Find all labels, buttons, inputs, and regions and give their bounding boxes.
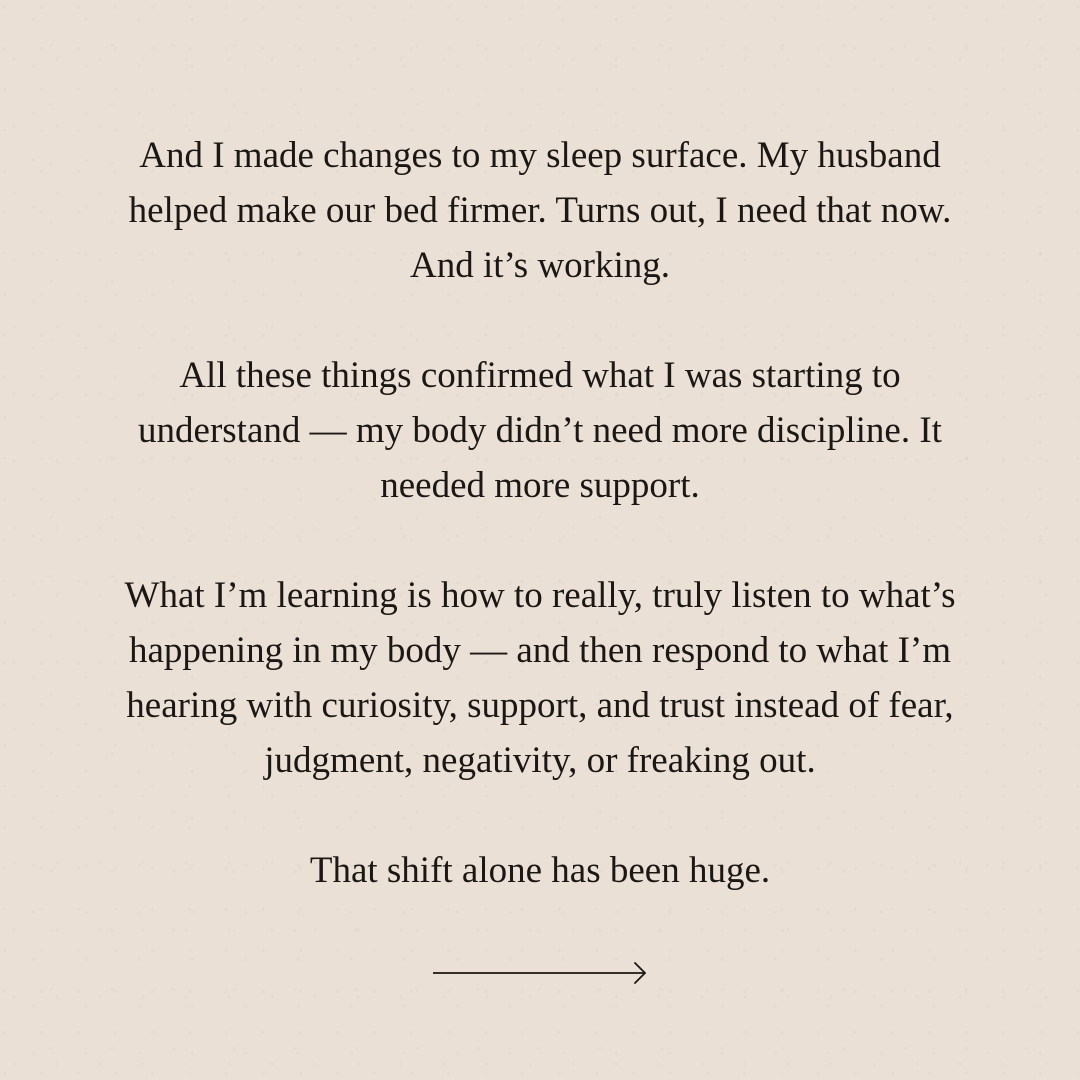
paragraph-support: All these things confirmed what I was starting to understand — my body didn’t need more discipline. It needed more support.: [138, 355, 942, 506]
paragraph-listening: What I’m learning is how to really, truly listen to what’s happening in my body — and then respond to what I’m hearing with curiosity, support, and trust instead of fear, judgment, negativity, or freaking out.: [124, 575, 956, 781]
arrow-right-icon: [433, 958, 649, 988]
paragraph-sleep-surface: And I made changes to my sleep surface. My husband helped make our bed firmer. Turns out, I need that now. And it’s working.: [128, 135, 952, 286]
paragraph-shift: That shift alone has been huge.: [309, 850, 771, 891]
slide-content: [100, 128, 980, 898]
next-arrow-button[interactable]: [433, 958, 649, 988]
